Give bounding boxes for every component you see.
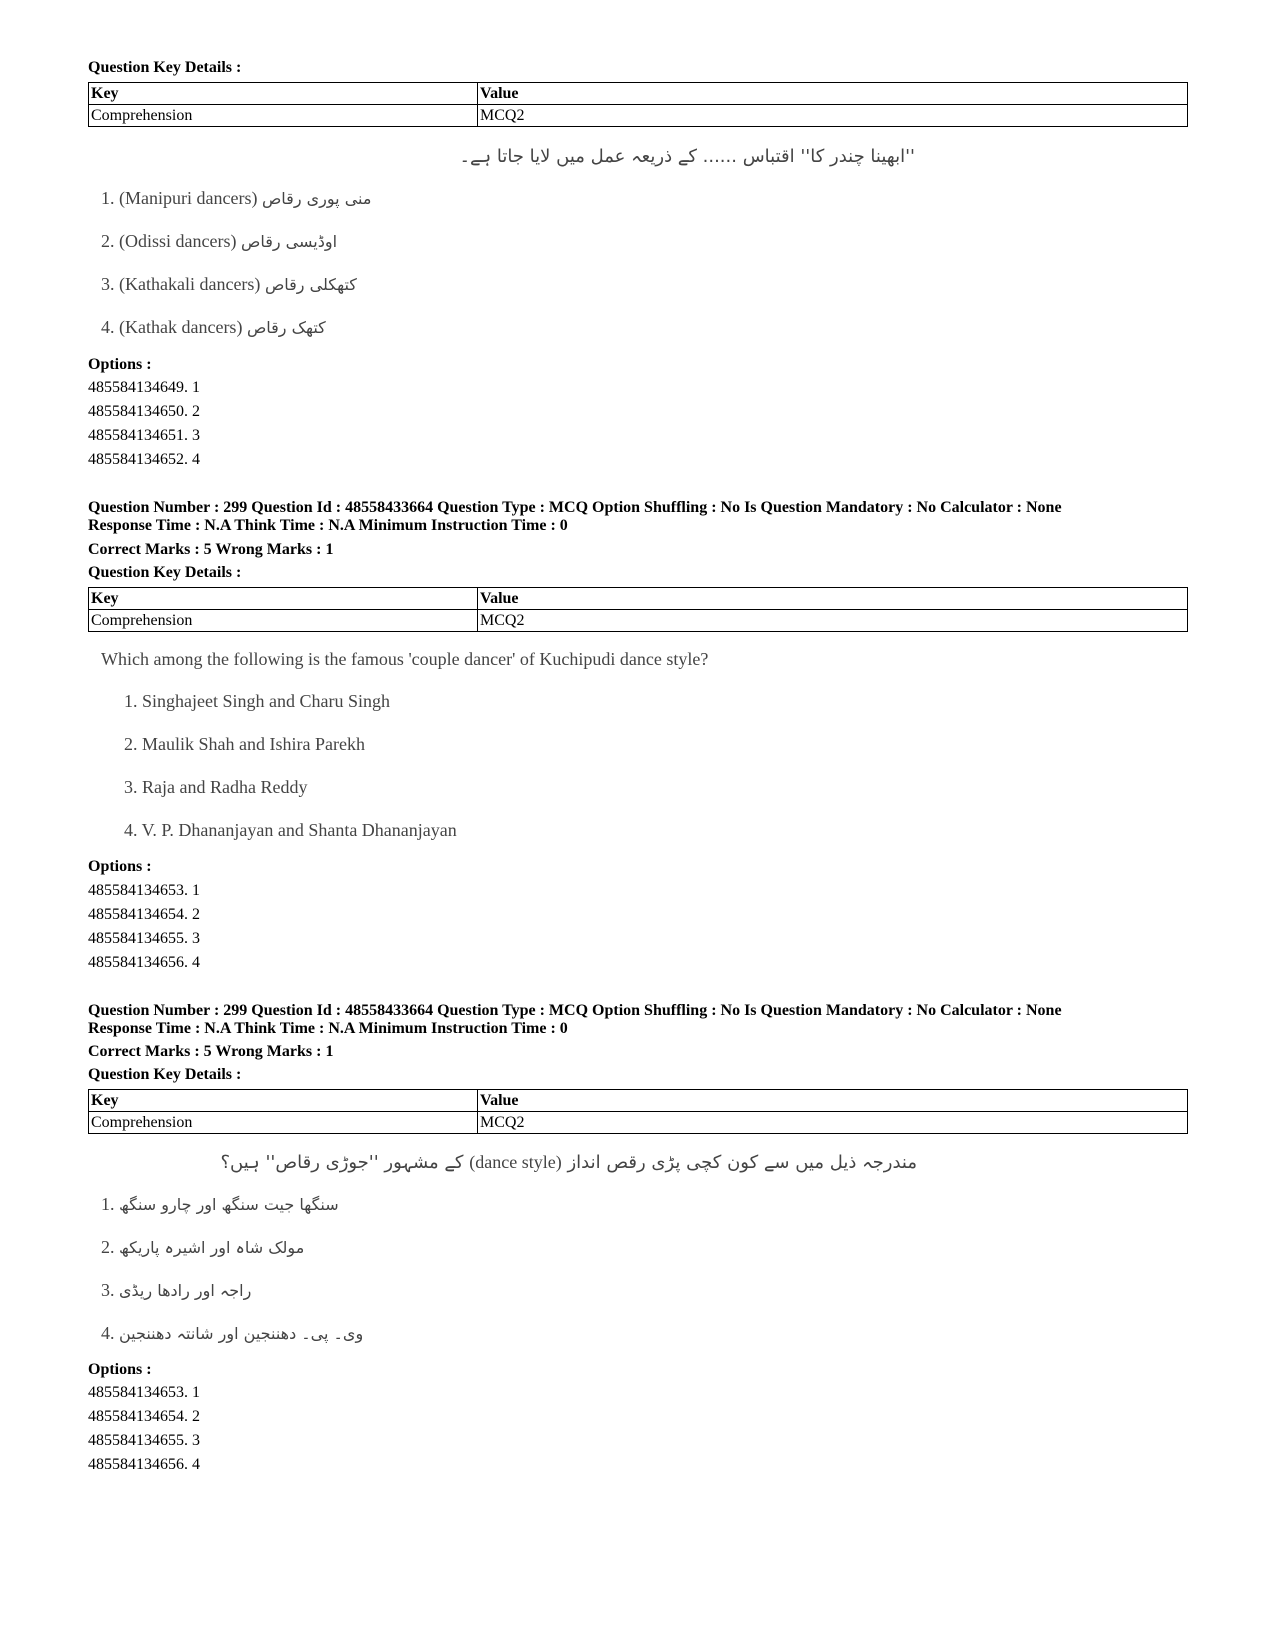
key-cell: Comprehension <box>89 610 478 632</box>
option-item: 485584134653. 1 <box>88 882 200 899</box>
options-list <box>88 1381 200 1477</box>
value-header: Value <box>478 588 1188 610</box>
table-row <box>89 105 1188 127</box>
options-list <box>88 376 200 472</box>
question-header-line2: Response Time : N.A Think Time : N.A Minimum Instruction Time : 0 <box>88 517 568 534</box>
key-cell: Comprehension <box>89 1112 478 1134</box>
value-header: Value <box>478 83 1188 105</box>
choice-2: 2. (Odissi dancers) اوڈیسی رقاص <box>101 231 338 251</box>
option-item: 485584134654. 2 <box>88 906 200 923</box>
options-label: Options : <box>88 1361 152 1378</box>
choice-1: 1. Singhajeet Singh and Charu Singh <box>124 691 390 711</box>
question-text-urdu: مندرجہ ذیل میں سے کون کچی پڑی رقص انداز (dance style) کے مشہور ''جوڑی رقاص'' ہیں؟ <box>220 1152 917 1173</box>
marks-line: Correct Marks : 5 Wrong Marks : 1 <box>88 1043 334 1060</box>
option-item: 485584134653. 1 <box>88 1384 200 1401</box>
key-value-table <box>88 1089 1188 1134</box>
question-header-line1: Question Number : 299 Question Id : 48558433664 Question Type : MCQ Option Shuffling : No Is Question Mandatory : No Calculator : None <box>88 1002 1062 1019</box>
choice-1: 1. سنگھا جیت سنگھ اور چارو سنگھ <box>101 1194 339 1214</box>
choice-3: 3. Raja and Radha Reddy <box>124 777 308 797</box>
choice-2: 2. مولک شاہ اور اشیرہ پاریکھ <box>101 1237 305 1257</box>
question-text-urdu: ''ابھینا چندر کا'' اقتباس ...... کے ذریعہ عمل میں لایا جاتا ہے۔ <box>459 146 915 167</box>
table-header-row <box>89 588 1188 610</box>
key-cell: Comprehension <box>89 105 478 127</box>
table-row <box>89 1112 1188 1134</box>
key-header: Key <box>89 83 478 105</box>
question-text: Which among the following is the famous 'couple dancer' of Kuchipudi dance style? <box>101 649 709 669</box>
option-item: 485584134656. 4 <box>88 1456 200 1473</box>
key-header: Key <box>89 1090 478 1112</box>
choice-2: 2. Maulik Shah and Ishira Parekh <box>124 734 365 754</box>
key-value-table <box>88 82 1188 127</box>
option-item: 485584134649. 1 <box>88 379 200 396</box>
marks-line: Correct Marks : 5 Wrong Marks : 1 <box>88 541 334 558</box>
question-key-details-label: Question Key Details : <box>88 564 242 581</box>
option-item: 485584134655. 3 <box>88 1432 200 1449</box>
choice-1: 1. (Manipuri dancers) منی پوری رقاص <box>101 188 372 208</box>
options-label: Options : <box>88 356 152 373</box>
value-cell: MCQ2 <box>478 1112 1188 1134</box>
table-header-row <box>89 83 1188 105</box>
key-header: Key <box>89 588 478 610</box>
options-list <box>88 879 200 975</box>
option-item: 485584134655. 3 <box>88 930 200 947</box>
value-header: Value <box>478 1090 1188 1112</box>
table-row <box>89 610 1188 632</box>
choice-4: 4. V. P. Dhananjayan and Shanta Dhananjayan <box>124 820 457 840</box>
option-item: 485584134656. 4 <box>88 954 200 971</box>
question-header-line2: Response Time : N.A Think Time : N.A Minimum Instruction Time : 0 <box>88 1020 568 1037</box>
choice-4: 4. وی۔ پی۔ دھننجین اور شانتہ دھننجین <box>101 1323 364 1343</box>
key-value-table <box>88 587 1188 632</box>
choice-3: 3. راجہ اور رادھا ریڈی <box>101 1280 252 1300</box>
question-header-line1: Question Number : 299 Question Id : 48558433664 Question Type : MCQ Option Shuffling : No Is Question Mandatory : No Calculator : None <box>88 499 1062 516</box>
value-cell: MCQ2 <box>478 610 1188 632</box>
option-item: 485584134652. 4 <box>88 451 200 468</box>
option-item: 485584134651. 3 <box>88 427 200 444</box>
option-item: 485584134650. 2 <box>88 403 200 420</box>
question-key-details-label: Question Key Details : <box>88 59 242 76</box>
question-key-details-label: Question Key Details : <box>88 1066 242 1083</box>
options-label: Options : <box>88 858 152 875</box>
choice-3: 3. (Kathakali dancers) کتھکلی رقاص <box>101 274 357 294</box>
value-cell: MCQ2 <box>478 105 1188 127</box>
choice-4: 4. (Kathak dancers) کتھک رقاص <box>101 317 326 337</box>
table-header-row <box>89 1090 1188 1112</box>
option-item: 485584134654. 2 <box>88 1408 200 1425</box>
